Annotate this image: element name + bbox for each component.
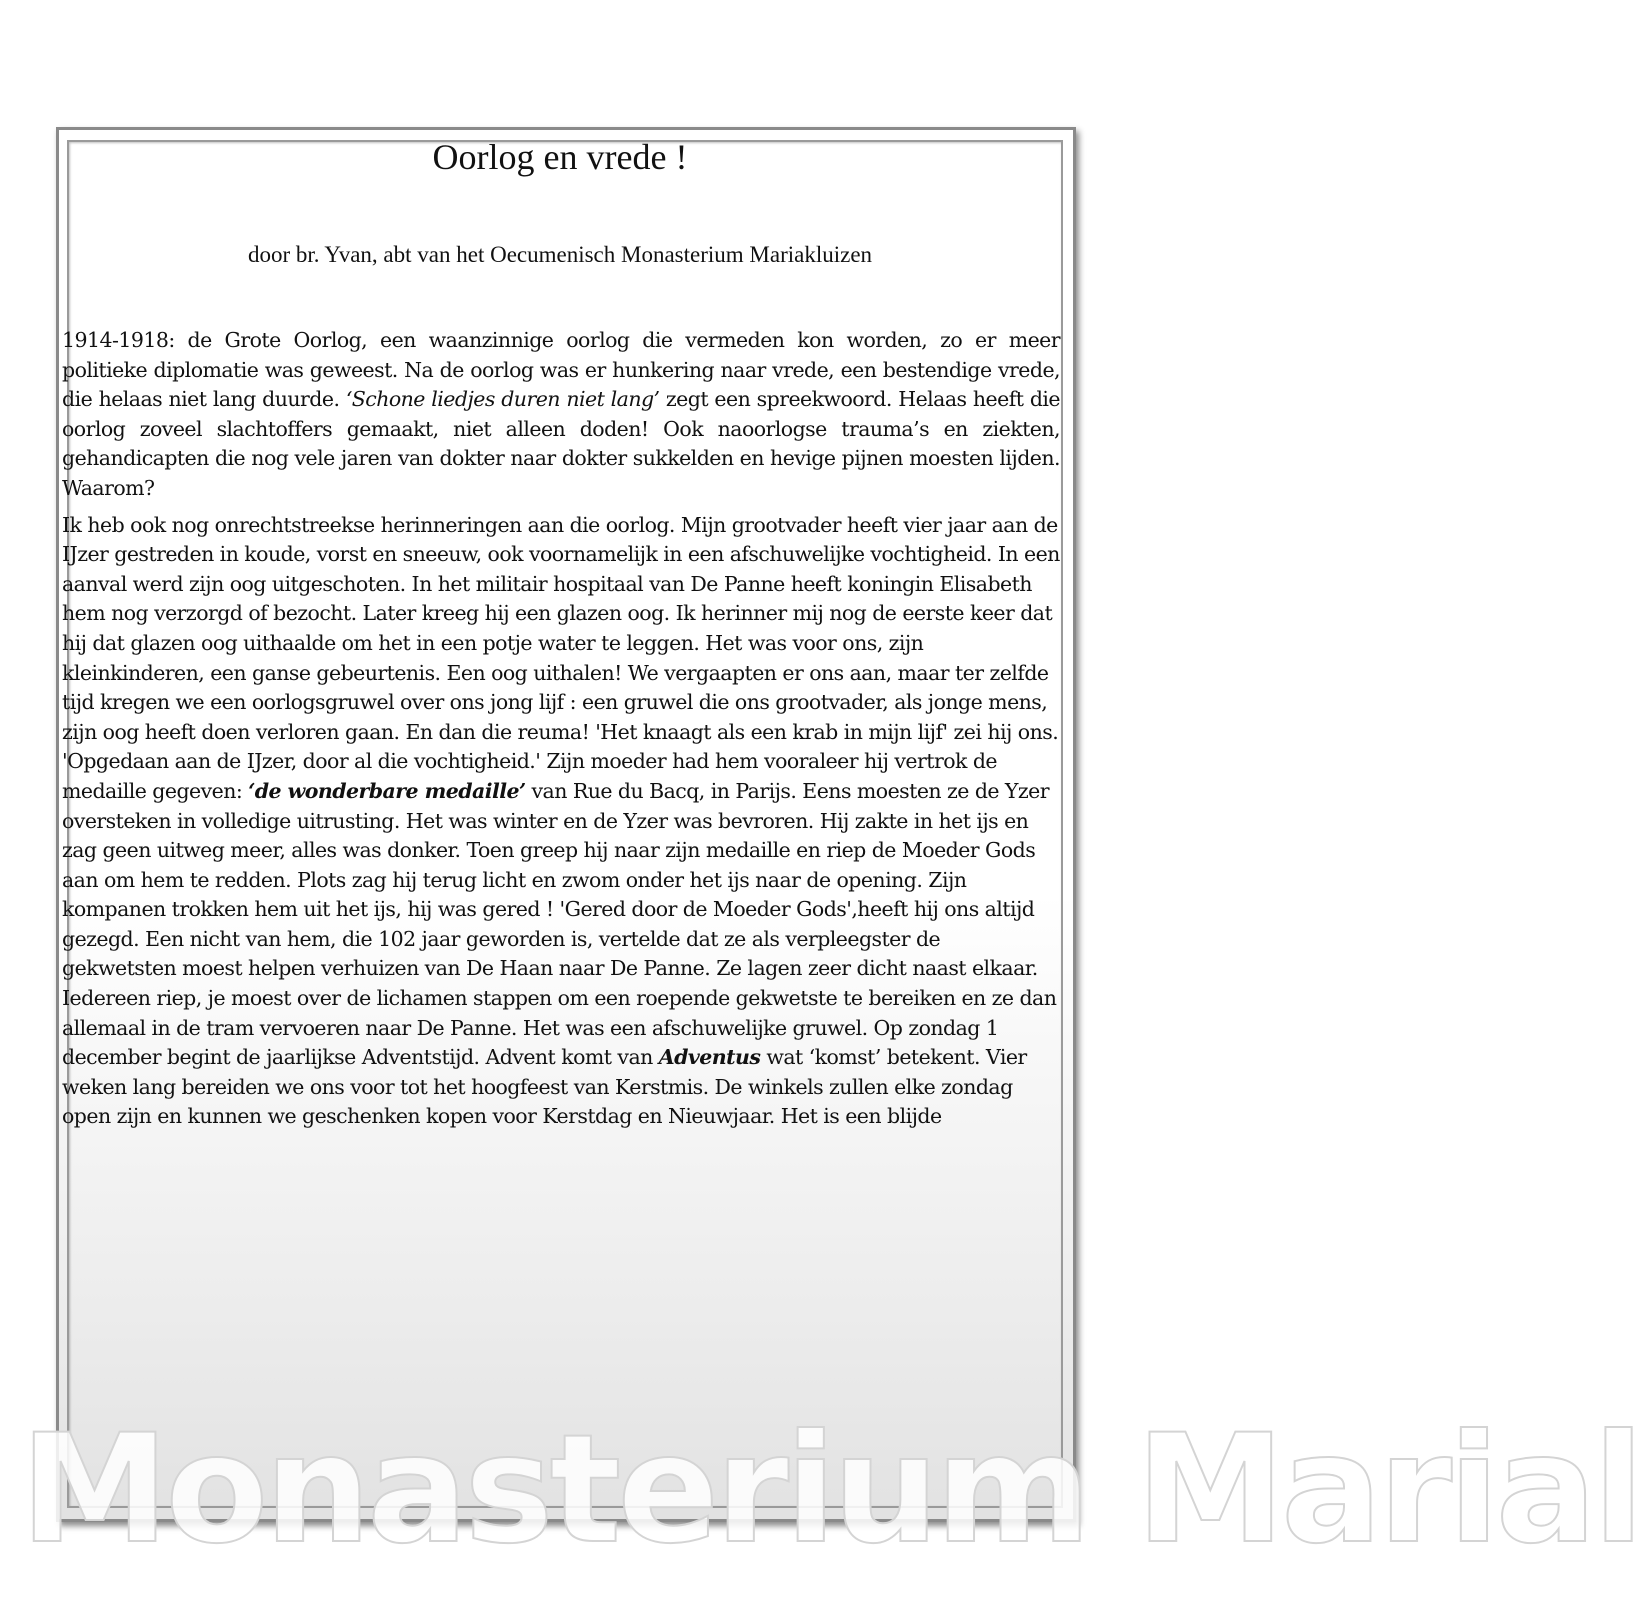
paragraph-2-text-b: van Rue du Bacq, in Parijs. Eens moesten ze de Yzer oversteken in volledige uitrusting. Het was winter en de Yzer was bevroren. Hij zakte in het ijs en zag geen uitweg meer, alles was donker. Toen greep hij naar zijn medaille en riep de Moeder Gods aan om hem te redden. Plots zag hij terug licht en zwom onder het ijs naar de opening. Zijn kompanen trokken hem uit het ijs, hij was gered ! 'Gered door de Moeder Gods',heeft hij ons altijd gezegd. Een nicht van hem, die 102 jaar geworden is, vertelde dat ze als verpleegster de gekwetsten moest helpen verhuizen van De Haan naar De Panne. Ze lagen zeer dicht naast elkaar. Iedereen riep, je moest over de lichamen stappen om een roepende gekwetste te bereiken en ze dan allemaal in de tram vervoeren naar De Panne. Het was een afschuwelijke gruwel. Op zondag 1 december begint de jaarlijkse Adventstijd. Advent komt van: [62, 778, 1057, 1070]
paragraph-1: [62, 326, 1060, 504]
article-title: Oorlog en vrede !: [432, 137, 688, 177]
paragraph-1-text-b: zegt een spreekwoord. Helaas heeft die oorlog zoveel slachtoffers gemaakt, niet alleen doden! Ook naoorlogse trauma’s en ziekten, gehandicapten die nog vele jaren van dokter naar dokter sukkelden en hevige pijnen moesten lijden. Waarom?: [62, 387, 1060, 500]
watermark-text: Monasterium Marial: [20, 1403, 1640, 1577]
paragraph-2-text-c: wat ‘komst’ betekent. Vier weken lang bereiden we ons voor tot het hoogfeest van Kerstmis. De winkels zullen elke zondag open zijn en kunnen we geschenken kopen voor Kerstdag en Nieuwjaar. Het is een blijde: [62, 1045, 1027, 1129]
paragraph-1-text-a: 1914-1918: de Grote Oorlog, een waanzinnige oorlog die vermeden kon worden, zo er meer politieke diplomatie was geweest. Na de oorlog was er hunkering naar vrede, een bestendige vrede, die helaas niet lang duurde.: [62, 328, 1060, 412]
paragraph-2: [62, 511, 1060, 1132]
proverb-quote: ‘Schone liedjes duren niet lang’: [345, 387, 660, 412]
article-body: [62, 326, 1060, 1139]
paragraph-2-text-a: Ik heb ook nog onrechtstreekse herinneringen aan die oorlog. Mijn grootvader heeft vier jaar aan de IJzer gestreden in koude, vorst en sneeuw, ook voornamelijk in een afschuwelijke vochtigheid. In een aanval werd zijn oog uitgeschoten. In het militair hospitaal van De Panne heeft koningin Elisabeth hem nog verzorgd of bezocht. Later kreeg hij een glazen oog. Ik herinner mij nog de eerste keer dat hij dat glazen oog uithaalde om het in een potje water te leggen. Het was voor ons, zijn kleinkinderen, een ganse gebeurtenis. Een oog uithalen! We vergaapten er ons aan, maar ter zelfde tijd kregen we een oorlogsgruwel over ons jong lijf : een gruwel die ons grootvader, als jonge mens, zijn oog heeft doen verloren gaan. En dan die reuma! 'Het knaagt als een krab in mijn lijf' zei hij ons. 'Opgedaan aan de IJzer, door al die vochtigheid.' Zijn moeder had hem vooraleer hij vertrok de medaille gegeven:: [62, 512, 1060, 803]
medal-quote: ‘de wonderbare medaille’: [248, 778, 526, 803]
article-byline: door br. Yvan, abt van het Oecumenisch Monasterium Mariakluizen: [247, 242, 873, 267]
adventus-term: Adventus: [658, 1045, 761, 1070]
